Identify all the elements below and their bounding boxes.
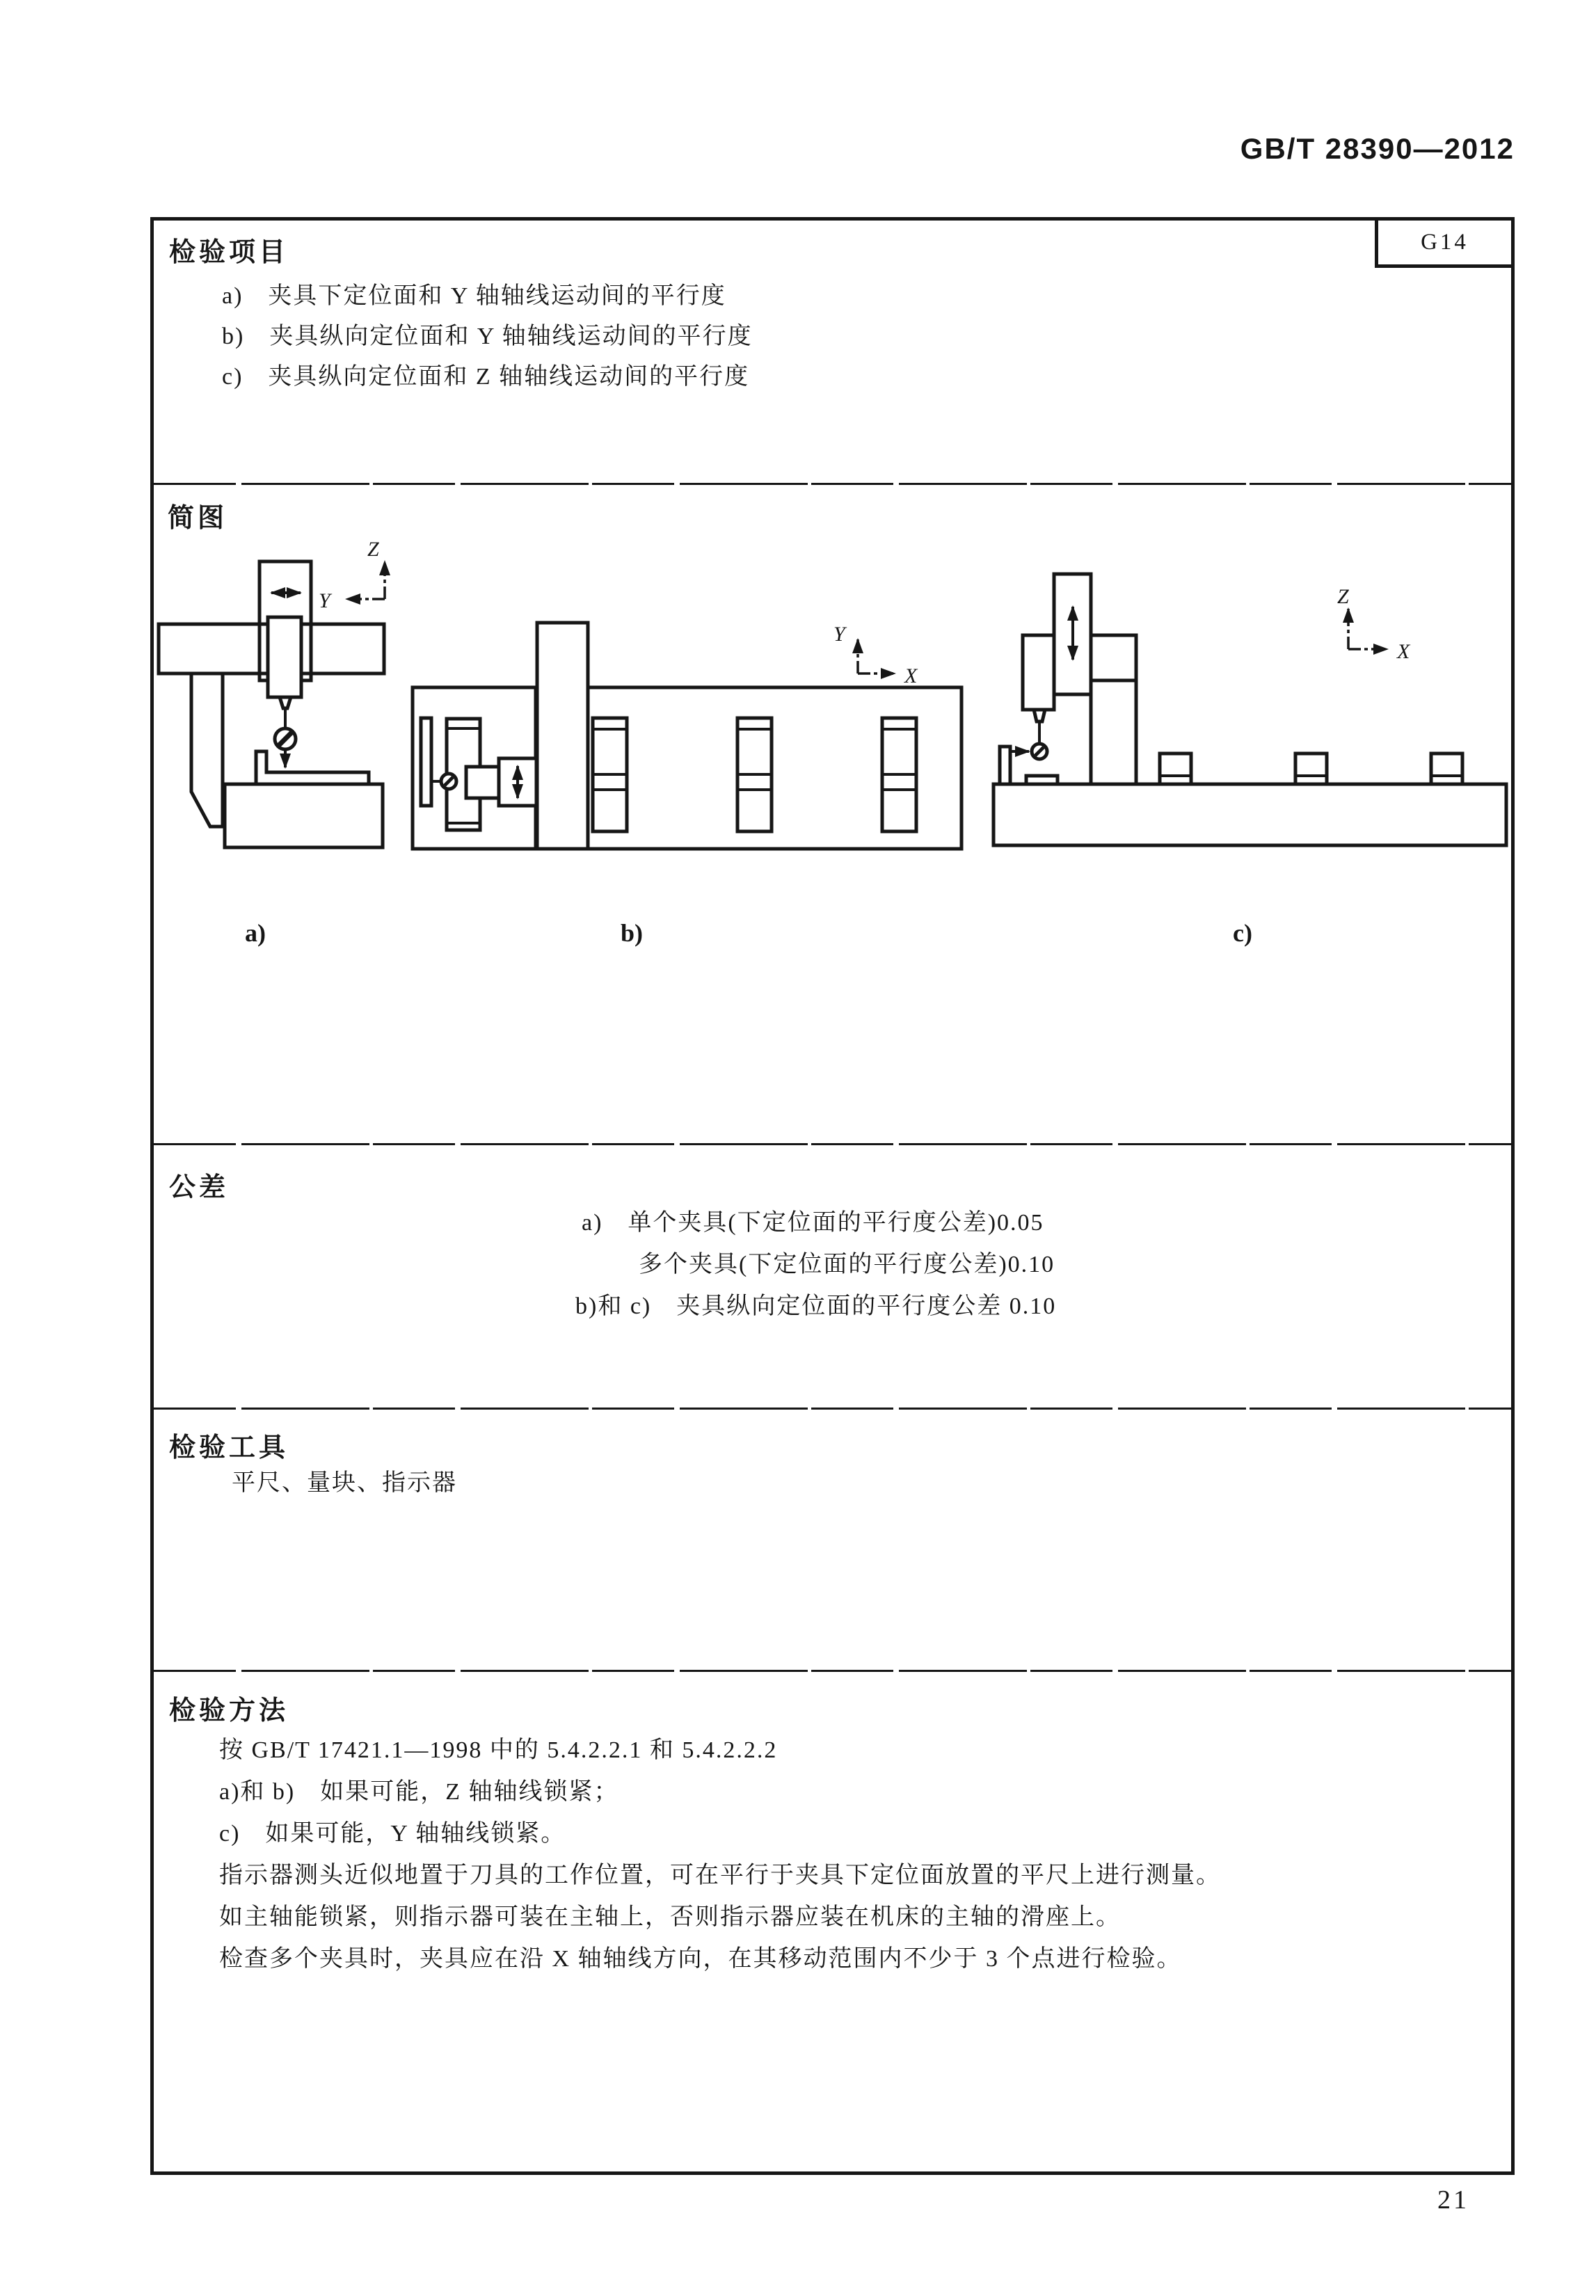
diagram-a (159, 538, 385, 947)
inspection-item-c: c) 夹具纵向定位面和 Z 轴轴线运动间的平行度 (222, 364, 750, 390)
fixtures-c (1160, 754, 1462, 784)
section-header-inspection-items: 检验项目 (169, 238, 289, 267)
section-header-method: 检验方法 (169, 1696, 289, 1725)
method-line-2: a)和 b) 如果可能，Z 轴轴线锁紧； (219, 1779, 619, 1805)
standard-number: GB/T 28390—2012 (1240, 132, 1515, 165)
method-line-3: c) 如果可能，Y 轴轴线锁紧。 (219, 1821, 566, 1847)
fixture-1-c (1160, 754, 1191, 784)
page-number: 21 (1437, 2185, 1469, 2215)
method-line-6: 检查多个夹具时，夹具应在沿 X 轴轴线方向，在其移动范围内不少于 3 个点进行检验。 (219, 1946, 1182, 1972)
spindle-housing-c (1023, 635, 1054, 710)
diagram-b (413, 623, 961, 947)
tool-tip-c (1034, 710, 1045, 722)
tolerance-line-2: 多个夹具(下定位面的平行度公差)0.10 (639, 1252, 1055, 1277)
fixtures-b (593, 718, 916, 831)
machine-column-a (191, 673, 223, 827)
method-line-4: 指示器测头近似地置于刀具的工作位置，可在平行于夹具下定位面放置的平尺上进行测量。 (219, 1863, 1221, 1888)
section-divider (154, 1670, 1511, 1672)
machine-column-b (537, 623, 588, 849)
fixture-2-c (1295, 754, 1327, 784)
tools-content: 平尺、量块、指示器 (232, 1470, 457, 1496)
straightedge-b (421, 718, 431, 806)
indicator-holder-b (466, 767, 500, 798)
method-line-5: 如主轴能锁紧，则指示器可装在主轴上，否则指示器应装在机床的主轴的滑座上。 (219, 1904, 1121, 1930)
axis-label-z-a: Z (367, 538, 379, 561)
method-line-1: 按 GB/T 17421.1—1998 中的 5.4.2.2.1 和 5.4.2.2.2 (219, 1737, 778, 1763)
axis-label-z-c: Z (1337, 585, 1349, 608)
figure-label-a: a) (245, 919, 266, 947)
machine-table-a (225, 784, 383, 847)
section-header-tools: 检验工具 (169, 1433, 289, 1462)
tolerance-line-3: b)和 c) 夹具纵向定位面的平行度公差 0.10 (575, 1293, 1057, 1319)
diagram-c (993, 574, 1506, 947)
item-code-badge: G14 (1375, 221, 1511, 268)
section-divider (154, 1143, 1511, 1145)
inspection-item-b: b) 夹具纵向定位面和 Y 轴轴线运动间的平行度 (222, 324, 753, 349)
axis-label-y-b: Y (833, 623, 845, 646)
straightedge-c (1000, 747, 1010, 784)
inspection-item-a: a) 夹具下定位面和 Y 轴轴线运动间的平行度 (222, 283, 726, 309)
tolerance-line-1: a) 单个夹具(下定位面的平行度公差)0.05 (582, 1210, 1044, 1236)
machine-bed-c (993, 784, 1506, 845)
fixture-3-c (1431, 754, 1462, 784)
figure-label-c: c) (1233, 919, 1252, 947)
axis-label-x-b: X (904, 664, 918, 687)
machine-column-c (1091, 635, 1136, 784)
section-header-diagram: 简图 (168, 504, 228, 533)
tool-tip-a (280, 697, 291, 708)
machine-diagrams (154, 485, 1511, 1143)
axis-label-x-c: X (1397, 640, 1410, 663)
fixture-step-block-a (256, 751, 369, 784)
section-header-tolerance: 公差 (169, 1173, 230, 1202)
figure-label-b: b) (621, 919, 644, 947)
section-divider (154, 1408, 1511, 1410)
inspection-spec-table (150, 217, 1515, 2175)
axis-label-y-a: Y (319, 589, 330, 612)
spindle-a (268, 617, 301, 697)
